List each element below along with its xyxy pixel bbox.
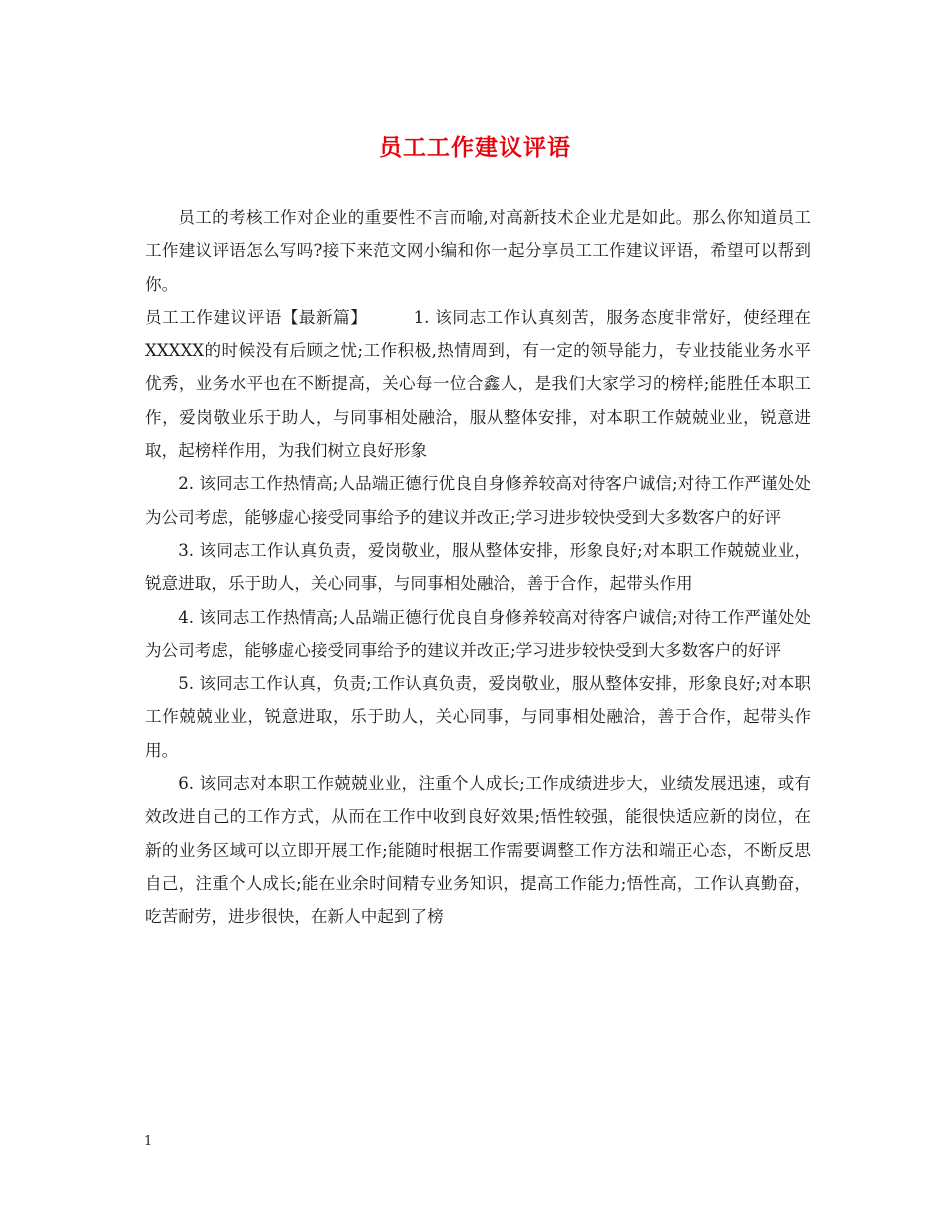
comment-item-4: 4. 该同志工作热情高;人品端正德行优良自身修养较高对待客户诚信;对待工作严谨处处为公司考虑，能够虚心接受同事给予的建议并改正;学习进步较快受到大多数客户的好评 [145, 607, 811, 660]
spacer [367, 308, 413, 327]
document-body [145, 201, 811, 934]
comment-item-5: 5. 该同志工作认真，负责;工作认真负责，爱岗敬业，服从整体安排，形象良好;对本职工作兢兢业业，锐意进取，乐于助人，关心同事，与同事相处融洽，善于合作，起带头作用。 [145, 674, 811, 760]
intro-paragraph: 员工的考核工作对企业的重要性不言而喻,对高新技术企业尤是如此。那么你知道员工工作建议评语怎么写吗?接下来范文网小编和你一起分享员工工作建议评语，希望可以帮到你。 [145, 208, 811, 294]
section-heading: 员工工作建议评语【最新篇】 [145, 307, 368, 327]
comment-item-1: 1. 该同志工作认真刻苦，服务态度非常好，使经理在XXXXX的时候没有后顾之忧;工作积极,热情周到，有一定的领导能力，专业技能业务水平优秀，业务水平也在不断提高，关心每一位合鑫人，是我们大家学习的榜样;能胜任本职工作，爱岗敬业乐于助人，与同事相处融洽，服从整体安排，对本职工作兢兢业业，锐意进取，起榜样作用，为我们树立良好形象 [145, 307, 812, 461]
comment-item-3: 3. 该同志工作认真负责，爱岗敬业，服从整体安排，形象良好;对本职工作兢兢业业，锐意进取，乐于助人，关心同事，与同事相处融洽，善于合作，起带头作用 [145, 540, 811, 594]
document-title: 员工工作建议评语 [379, 134, 571, 161]
comment-item-6: 6. 该同志对本职工作兢兢业业，注重个人成长;工作成绩进步大，业绩发展迅速，或有效改进自己的工作方式，从而在工作中收到良好效果;悟性较强，能很快适应新的岗位，在新的业务区域可以立即开展工作;能随时根据工作需要调整工作方法和端正心态，不断反思自己，注重个人成长;能在业余时间精专业务知识，提高工作能力;悟性高，工作认真勤奋，吃苦耐劳，进步很快，在新人中起到了榜 [145, 774, 811, 927]
page-number: 1 [144, 1134, 153, 1149]
section-paragraph [145, 301, 811, 467]
comment-item-2: 2. 该同志工作热情高;人品端正德行优良自身修养较高对待客户诚信;对待工作严谨处处为公司考虑，能够虚心接受同事给予的建议并改正;学习进步较快受到大多数客户的好评 [145, 474, 811, 527]
